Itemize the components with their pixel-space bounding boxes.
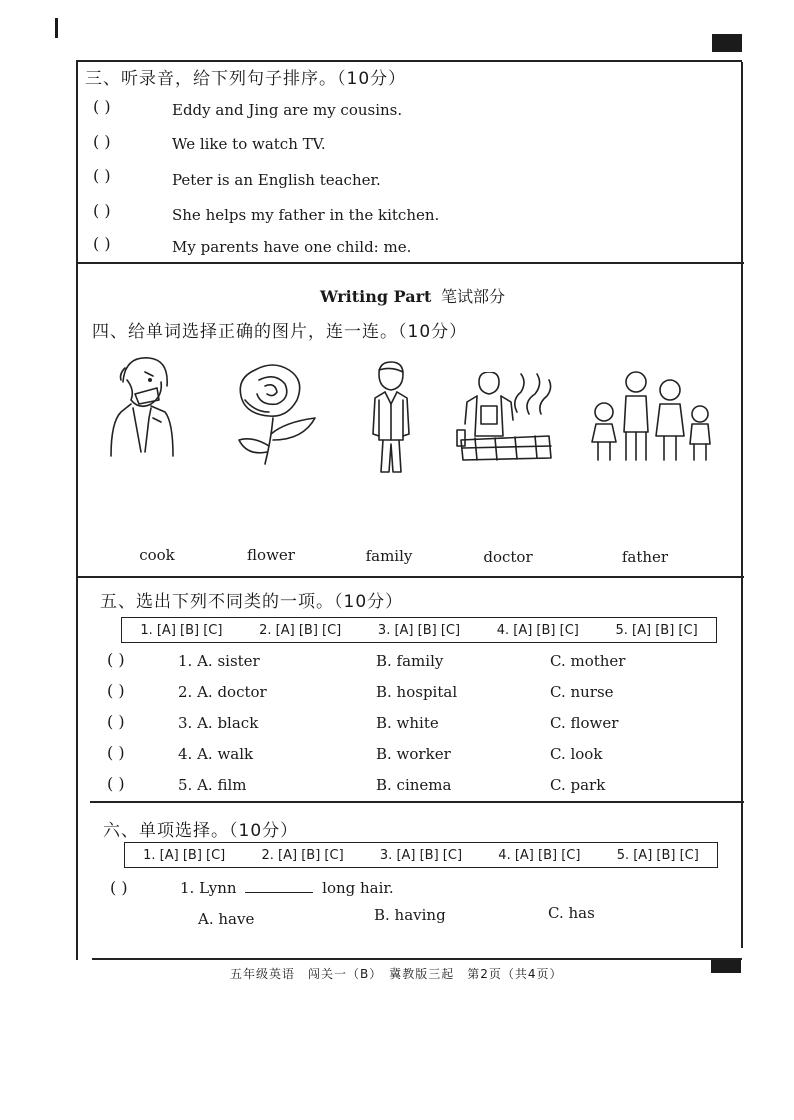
s5-q2-option-b: B. hospital [376, 683, 458, 701]
match-word-4[interactable]: doctor [483, 548, 533, 566]
s3-sentence-3: Peter is an English teacher. [172, 171, 381, 189]
section6-title: 六、单项选择。（10分） [103, 821, 299, 841]
s5-answer-slot-1[interactable]: 1. [A] [B] [C] [140, 622, 223, 638]
frame-bottom-line [92, 958, 742, 960]
section4-title: 四、给单词选择正确的图片，连一连。（10分） [92, 322, 468, 342]
s5-answer-slot-2[interactable]: 2. [A] [B] [C] [259, 622, 342, 638]
s3-paren-4[interactable]: ( ) [93, 201, 111, 220]
s5-q5-option-a: 5. A. film [178, 776, 247, 794]
s5-answer-slot-4[interactable]: 4. [A] [B] [C] [496, 622, 579, 638]
s5-paren-1[interactable]: ( ) [107, 650, 125, 669]
frame-top-line [76, 60, 742, 62]
writing-part-heading [320, 284, 505, 307]
s5-paren-4[interactable]: ( ) [107, 743, 125, 762]
s5-q1-option-b: B. family [376, 652, 444, 670]
s3-sentence-5: My parents have one child: me. [172, 238, 412, 256]
man-picture-icon[interactable] [365, 360, 415, 478]
s6-q1-option-a: A. have [198, 910, 255, 928]
divider-section5 [90, 801, 744, 803]
s5-q2-option-a: 2. A. doctor [178, 683, 267, 701]
s5-paren-2[interactable]: ( ) [107, 681, 125, 700]
writing-part-en: Writing Part [320, 287, 432, 306]
divider-section3 [76, 262, 744, 264]
section6-answer-box [124, 842, 718, 868]
s6-answer-slot-2[interactable]: 2. [A] [B] [C] [261, 847, 344, 863]
cook-picture-icon[interactable] [455, 372, 555, 462]
match-word-1[interactable]: cook [139, 546, 175, 564]
s5-q3-option-b: B. white [376, 714, 439, 732]
s5-q1-option-c: C. mother [550, 652, 626, 670]
s5-q3-option-c: C. flower [550, 714, 619, 732]
top-right-registration-mark [712, 34, 742, 52]
frame-left-line [76, 60, 78, 960]
s3-paren-2[interactable]: ( ) [93, 132, 111, 151]
s5-q5-option-c: C. park [550, 776, 606, 794]
frame-right-line [741, 62, 743, 948]
match-word-2[interactable]: flower [247, 546, 295, 564]
s5-answer-slot-5[interactable]: 5. [A] [B] [C] [615, 622, 698, 638]
s3-paren-1[interactable]: ( ) [93, 97, 111, 116]
s6-answer-slot-1[interactable]: 1. [A] [B] [C] [143, 847, 226, 863]
s6-q1-stem-pre: 1. Lynn [180, 879, 237, 897]
s6-answer-slot-4[interactable]: 4. [A] [B] [C] [498, 847, 581, 863]
s3-paren-3[interactable]: ( ) [93, 166, 111, 185]
s5-q2-option-c: C. nurse [550, 683, 614, 701]
flower-picture-icon[interactable] [225, 360, 325, 468]
section3-title: 三、听录音，给下列句子排序。（10分） [85, 69, 407, 89]
divider-section4 [76, 576, 744, 578]
s6-q1-stem [180, 879, 394, 897]
s6-q1-stem-post: long hair. [322, 879, 394, 897]
s5-q4-option-c: C. look [550, 745, 603, 763]
page-footer: 五年级英语 闯关一（B） 冀教版三起 第2页（共4页） [230, 967, 563, 981]
s5-answer-slot-3[interactable]: 3. [A] [B] [C] [377, 622, 461, 638]
s6-q1-blank[interactable] [245, 880, 313, 893]
s5-q4-option-a: 4. A. walk [178, 745, 254, 763]
s5-paren-3[interactable]: ( ) [107, 712, 125, 731]
s6-paren-1[interactable]: ( ) [110, 878, 128, 897]
s3-sentence-4: She helps my father in the kitchen. [172, 206, 440, 224]
s3-sentence-2: We like to watch TV. [172, 135, 326, 153]
s6-q1-option-c: C. has [548, 904, 595, 922]
s5-paren-5[interactable]: ( ) [107, 774, 125, 793]
bottom-right-registration-mark [711, 958, 741, 973]
s6-answer-slot-3[interactable]: 3. [A] [B] [C] [379, 847, 463, 863]
s6-answer-slot-5[interactable]: 5. [A] [B] [C] [616, 847, 699, 863]
writing-part-cn: 笔试部分 [440, 287, 505, 306]
s5-q1-option-a: 1. A. sister [178, 652, 260, 670]
s3-paren-5[interactable]: ( ) [93, 234, 111, 253]
family-picture-icon[interactable] [588, 370, 718, 465]
section5-title: 五、选出下列不同类的一项。（10分） [100, 592, 404, 612]
s3-sentence-1: Eddy and Jing are my cousins. [172, 101, 403, 119]
s5-q3-option-a: 3. A. black [178, 714, 259, 732]
s5-q4-option-b: B. worker [376, 745, 451, 763]
doctor-picture-icon[interactable] [105, 352, 180, 460]
s6-q1-option-b: B. having [374, 906, 446, 924]
match-word-3[interactable]: family [365, 547, 413, 565]
left-edge-mark [55, 18, 58, 38]
section5-answer-box [121, 617, 717, 643]
match-word-5[interactable]: father [621, 548, 669, 566]
s5-q5-option-b: B. cinema [376, 776, 452, 794]
